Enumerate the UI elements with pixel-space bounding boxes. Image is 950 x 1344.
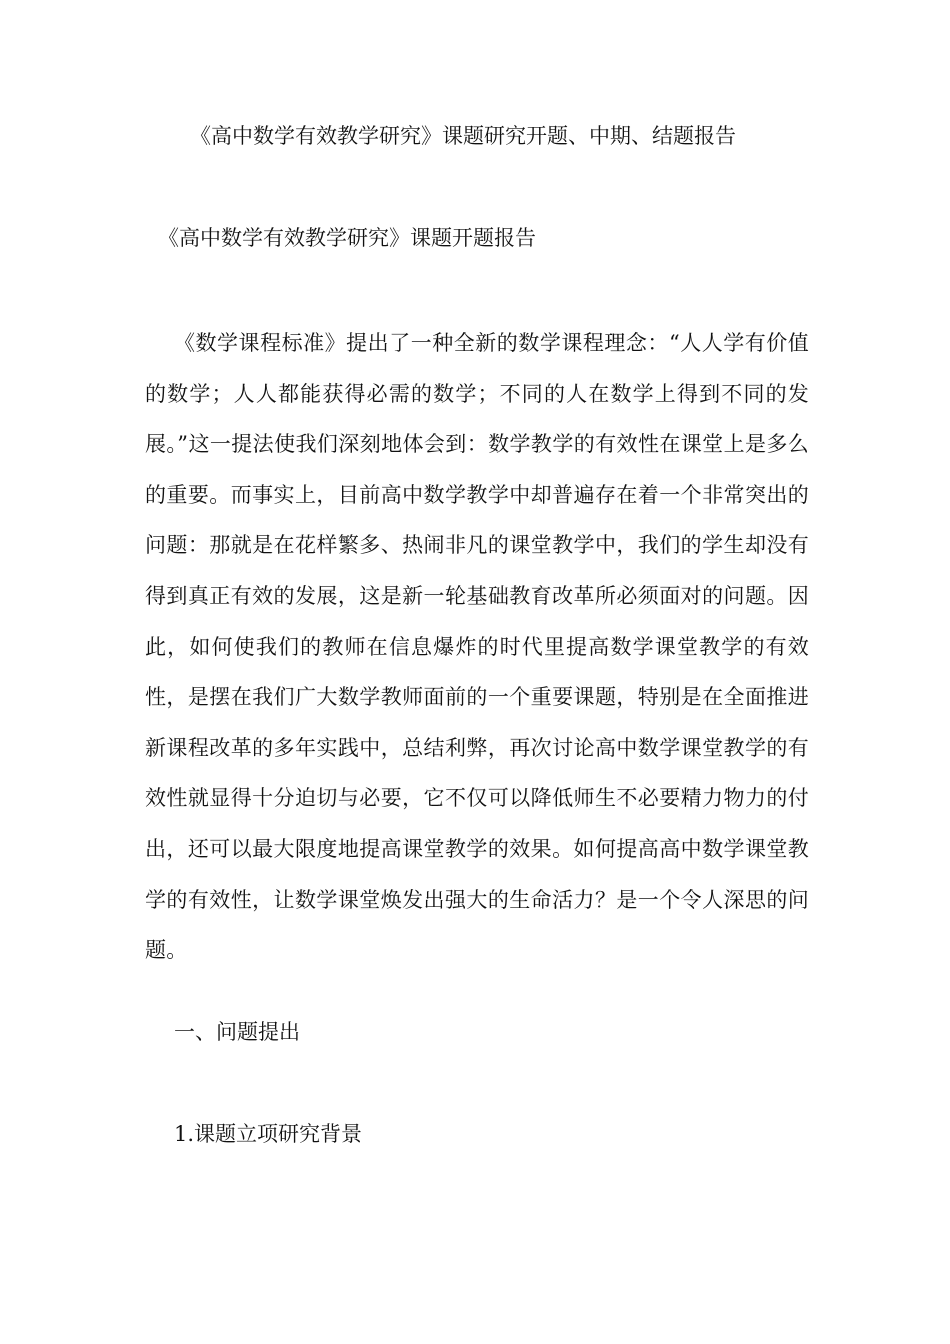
document-title: 《高中数学有效教学研究》课题研究开题、中期、结题报告	[190, 124, 736, 148]
report-subtitle: 《高中数学有效教学研究》课题开题报告	[158, 226, 536, 250]
section-heading-problem: 一、问题提出	[174, 1020, 300, 1044]
intro-paragraph: 《数学课程标准》提出了一种全新的数学课程理念：“人人学有价值的数学；人人都能获得必需的数学；不同的人在数学上得到不同的发展。”这一提法使我们深刻地体会到：数学教学的有效性在课堂上是多么的重要。而事实上，目前高中数学教学中却普遍存在着一个非常突出的问题：那就是在花样繁多、热闹非凡的课堂教学中，我们的学生却没有得到真正有效的发展，这是新一轮基础教育改革所必须面对的问题。因此，如何使我们的教师在信息爆炸的时代里提高数学课堂教学的有效性，是摆在我们广大数学教师面前的一个重要课题，特别是在全面推进新课程改革的多年实践中，总结利弊，再次讨论高中数学课堂教学的有效性就显得十分迫切与必要，它不仅可以降低师生不必要精力物力的付出，还可以最大限度地提高课堂教学的效果。如何提高高中数学课堂教学的有效性，让数学课堂焕发出强大的生命活力？是一个令人深思的问题。	[145, 331, 809, 963]
subsection-heading-background: 1.课题立项研究背景	[174, 1122, 363, 1146]
